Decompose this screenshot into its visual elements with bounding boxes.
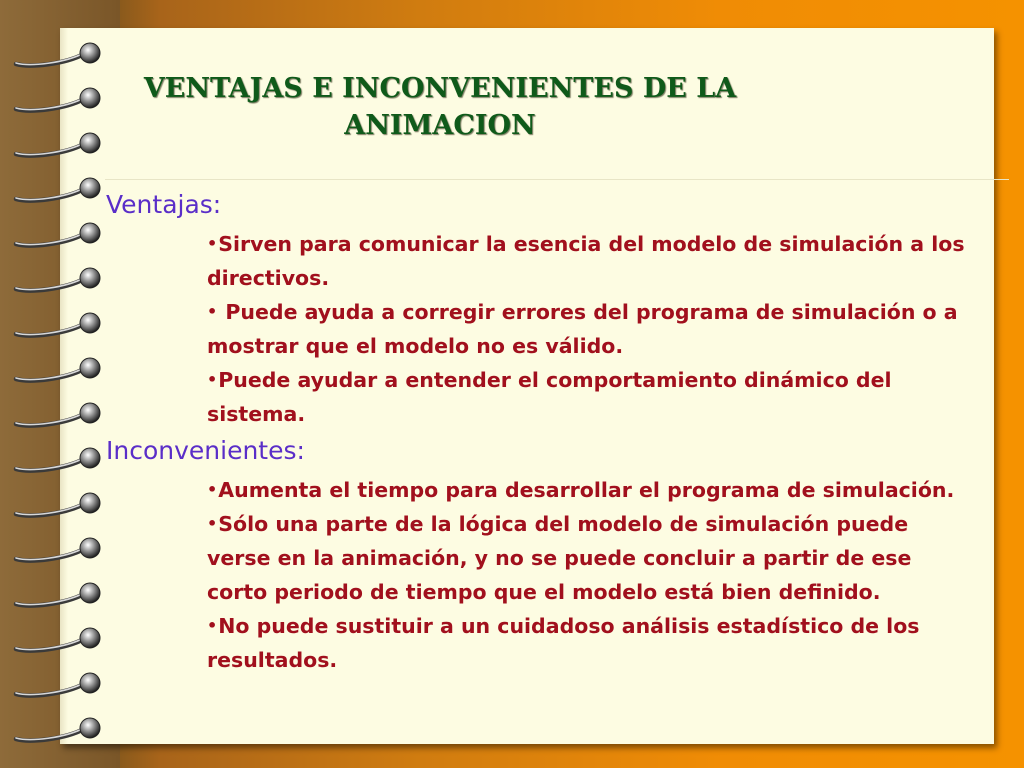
- bullet-icon: •: [207, 514, 218, 533]
- inconvenientes-list: [207, 473, 967, 677]
- bullet-icon: •: [207, 302, 218, 321]
- bullet-icon: •: [207, 616, 218, 635]
- spiral-ring-icon: [10, 304, 110, 344]
- bullet-icon: •: [207, 480, 218, 499]
- inconvenientes-item-2: [207, 507, 967, 609]
- spiral-ring-icon: [10, 349, 110, 389]
- title-line-1: VENTAJAS E INCONVENIENTES DE LA: [143, 73, 737, 104]
- spiral-ring-icon: [10, 439, 110, 479]
- spiral-ring-icon: [10, 259, 110, 299]
- inconvenientes-heading: Inconvenientes:: [106, 436, 305, 465]
- spiral-ring-icon: [10, 34, 110, 74]
- slide-title: [120, 70, 760, 144]
- spiral-ring-icon: [10, 394, 110, 434]
- spiral-ring-icon: [10, 169, 110, 209]
- item-text: Sólo una parte de la lógica del modelo de simulación puede verse en la animación, y no se puede concluir a partir de ese corto periodo de tiempo que el modelo está bien definido.: [207, 512, 912, 604]
- inconvenientes-item-3: [207, 609, 967, 677]
- spiral-ring-icon: [10, 709, 110, 749]
- bullet-icon: •: [207, 370, 218, 389]
- item-text: Puede ayudar a entender el comportamiento dinámico del sistema.: [207, 368, 892, 426]
- item-text: Sirven para comunicar la esencia del modelo de simulación a los directivos.: [207, 232, 965, 290]
- ventajas-item-1: [207, 227, 967, 295]
- ventajas-item-2: [207, 295, 967, 363]
- item-text: Aumenta el tiempo para desarrollar el programa de simulación.: [218, 478, 955, 502]
- spiral-ring-icon: [10, 664, 110, 704]
- spiral-ring-icon: [10, 124, 110, 164]
- inconvenientes-item-1: [207, 473, 967, 507]
- spiral-ring-icon: [10, 619, 110, 659]
- ventajas-item-3: [207, 363, 967, 431]
- item-text: No puede sustituir a un cuidadoso análisis estadístico de los resultados.: [207, 614, 920, 672]
- ventajas-heading: Ventajas:: [106, 190, 222, 219]
- spiral-ring-icon: [10, 529, 110, 569]
- item-text: Puede ayuda a corregir errores del programa de simulación o a mostrar que el modelo no es válido.: [207, 300, 958, 358]
- spiral-ring-icon: [10, 79, 110, 119]
- bullet-icon: •: [207, 234, 218, 253]
- title-divider: [105, 179, 1009, 180]
- title-line-2: ANIMACION: [344, 110, 536, 141]
- spiral-ring-icon: [10, 484, 110, 524]
- spiral-ring-icon: [10, 574, 110, 614]
- ventajas-list: [207, 227, 967, 431]
- spiral-ring-icon: [10, 214, 110, 254]
